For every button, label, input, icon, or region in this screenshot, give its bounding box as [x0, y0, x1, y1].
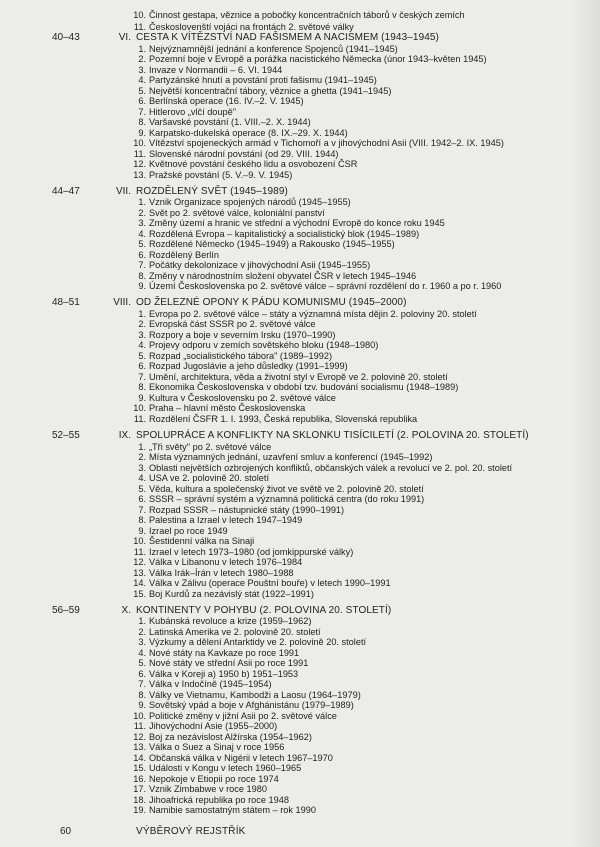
- list-item: [0, 452, 600, 463]
- list-item: [0, 159, 600, 170]
- list-item: [0, 149, 600, 160]
- item-text: Namibie samostatným státem – rok 1990: [149, 805, 316, 816]
- item-text: Svět po 2. světové válce, koloniální panství: [149, 207, 325, 218]
- item-number: 7.: [138, 504, 146, 515]
- item-text: Palestina a Izrael v letech 1947–1949: [149, 515, 303, 526]
- item-text: Boj za nezávislost Alžírska (1954–1962): [149, 731, 312, 742]
- item-text: Květnové povstání českého lidu a osvobození ČSR: [149, 159, 358, 169]
- item-text: Počátky dekolonizace v jihovýchodní Asii (1945–1955): [149, 260, 371, 271]
- item-text: Místa významných jednání, uzavření smluv a konferencí (1945–1992): [149, 452, 433, 463]
- list-item: [0, 700, 600, 711]
- chapter-title: ROZDĚLENÝ SVĚT (1945–1989): [136, 185, 288, 197]
- item-text: Události v Kongu v letech 1960–1965: [149, 763, 302, 774]
- chapter-number: VI.: [118, 32, 131, 43]
- item-number: 19.: [133, 805, 146, 816]
- item-text: USA ve 2. polovině 20. století: [149, 473, 270, 484]
- item-number: 7.: [138, 106, 146, 117]
- item-number: 2.: [138, 319, 146, 330]
- item-number: 2.: [138, 54, 146, 64]
- chapter-section: [0, 33, 600, 180]
- item-text: Rozdělený Berlín: [149, 249, 219, 260]
- list-item: [0, 627, 600, 638]
- item-text: Izrael po roce 1949: [149, 525, 228, 536]
- item-text: Invaze v Normandii – 6. VI. 1944: [149, 64, 283, 75]
- item-text: Změny území a hranic ve střední a východní Evropě do konce roku 1945: [149, 218, 445, 229]
- item-text: Výzkumy a dělení Antarktidy ve 2. polovině 20. století: [149, 637, 367, 648]
- list-item: [0, 484, 600, 495]
- list-item: [0, 557, 600, 568]
- item-number: 9.: [138, 127, 146, 138]
- chapter-section: [0, 606, 600, 816]
- item-text: Projevy odporu v zemích sovětského bloku (1948–1980): [149, 340, 379, 351]
- list-item: [0, 340, 600, 351]
- item-text: Války ve Vietnamu, Kambodži a Laosu (1964–1979): [149, 689, 361, 700]
- item-text: Válka v Indočíně (1945–1954): [149, 679, 272, 690]
- chapter-number: VIII.: [113, 297, 131, 309]
- item-number: 8.: [138, 270, 146, 281]
- item-number: 6.: [138, 494, 146, 505]
- item-text: Největší koncentrační tábory, věznice a ghetta (1941–1945): [149, 85, 392, 96]
- item-text: Území Československa po 2. světové válce – správní rozdělení do r. 1960 a po r. 1960: [149, 281, 502, 292]
- item-number: 15.: [133, 763, 146, 774]
- item-text: Varšavské povstání (1. VIII.–2. X. 1944): [149, 117, 311, 127]
- item-number: 6.: [138, 668, 146, 679]
- item-number: 8.: [138, 382, 146, 393]
- item-number: 13.: [133, 169, 146, 180]
- item-number: 3.: [138, 637, 146, 648]
- item-number: 4.: [138, 228, 146, 239]
- item-text: Boj Kurdů za nezávislý stát (1922–1991): [149, 588, 314, 599]
- item-number: 5.: [138, 239, 146, 250]
- item-number: 11.: [133, 413, 146, 424]
- item-text: Rozdělená Evropa – kapitalistický a socialistický blok (1945–1989): [149, 228, 420, 239]
- item-text: Válka v Koreji a) 1950 b) 1951–1953: [149, 668, 299, 679]
- list-item: [0, 679, 600, 690]
- list-item: [0, 54, 600, 65]
- item-number: 8.: [138, 515, 146, 526]
- chapter-section: [0, 431, 600, 599]
- item-text: Rozpad „socialistického tábora" (1989–1992): [149, 350, 333, 361]
- item-text: Vznik Organizace spojených národů (1945–1955): [149, 197, 351, 208]
- list-item: [0, 361, 600, 372]
- item-number: 7.: [138, 371, 146, 382]
- item-number: 5.: [138, 658, 146, 669]
- item-number: 12.: [133, 159, 146, 169]
- list-item: [0, 319, 600, 330]
- item-number: 14.: [133, 752, 146, 763]
- list-item: [0, 568, 600, 579]
- item-number: 3.: [138, 462, 146, 473]
- item-text: Válka o Suez a Sinaj v roce 1956: [149, 742, 285, 753]
- item-number: 8.: [138, 117, 146, 127]
- list-item: [0, 44, 600, 55]
- list-item: [0, 351, 600, 362]
- item-number: 4.: [138, 647, 146, 658]
- item-number: 5.: [138, 483, 146, 494]
- item-number: 2.: [138, 207, 146, 218]
- item-number: 3.: [138, 329, 146, 340]
- item-number: 11.: [133, 721, 146, 732]
- item-number: 6.: [138, 249, 146, 260]
- list-item: [0, 75, 600, 86]
- item-number: 13.: [133, 567, 146, 578]
- item-number: 4.: [138, 75, 146, 85]
- item-text: Činnost gestapa, věznice a pobočky koncentračních táborů v českých zemích: [149, 10, 465, 20]
- item-text: Umění, architektura, věda a životní styl v Evropě ve 2. polovině 20. století: [149, 371, 448, 382]
- chapter-pages: 40–43: [52, 32, 80, 43]
- chapter-title: SPOLUPRÁCE A KONFLIKTY NA SKLONKU TISÍCILETÍ (2. POLOVINA 20. STOLETÍ): [136, 430, 529, 442]
- chapter-number: VII.: [115, 185, 131, 197]
- list-item: [0, 578, 600, 589]
- list-item: [0, 208, 600, 219]
- item-number: 9.: [138, 281, 146, 292]
- item-text: Rozpad Jugoslávie a jeho důsledky (1991–1999): [149, 361, 348, 372]
- chapter-pages: 48–51: [52, 297, 80, 309]
- list-item: [0, 403, 600, 414]
- item-number: 5.: [138, 350, 146, 361]
- list-item: [0, 372, 600, 383]
- item-number: 2.: [138, 452, 146, 463]
- item-text: Slovenské národní povstání (od 29. VIII. 1944): [149, 148, 339, 159]
- list-item: [0, 65, 600, 76]
- list-item: [0, 526, 600, 537]
- list-item: [0, 669, 600, 680]
- item-number: 2.: [138, 626, 146, 637]
- item-number: 4.: [138, 340, 146, 351]
- item-number: 8.: [138, 689, 146, 700]
- list-item: [0, 414, 600, 425]
- chapter-number: IX.: [118, 430, 131, 442]
- table-of-contents: [0, 10, 600, 816]
- item-text: Rozdělení ČSFR 1. I. 1993, Česká republika, Slovenská republika: [149, 413, 418, 424]
- list-item: [0, 721, 600, 732]
- item-number: 3.: [138, 218, 146, 229]
- list-item: [0, 753, 600, 764]
- item-number: 5.: [138, 85, 146, 96]
- index-title: VÝBĚROVÝ REJSTŘÍK: [136, 826, 246, 837]
- item-number: 4.: [138, 473, 146, 484]
- item-text: Nepokoje v Etiopii po roce 1974: [149, 773, 279, 784]
- item-number: 10.: [133, 403, 146, 414]
- list-item: [0, 795, 600, 806]
- item-text: Vznik Zimbabwe v roce 1980: [149, 784, 267, 795]
- item-text: Berlínská operace (16. IV.–2. V. 1945): [149, 96, 304, 106]
- list-item: [0, 732, 600, 743]
- item-text: Praha – hlavní město Československa: [149, 403, 306, 414]
- list-item: [0, 382, 600, 393]
- item-text: Rozpory a boje v severním Irsku (1970–1990): [149, 329, 336, 340]
- list-item: [0, 536, 600, 547]
- item-number: 16.: [133, 773, 146, 784]
- chapter-title: KONTINENTY V POHYBU (2. POLOVINA 20. STOLETÍ): [136, 604, 392, 616]
- item-number: 17.: [133, 784, 146, 795]
- item-text: Kultura v Československu po 2. světové válce: [149, 392, 336, 403]
- item-text: SSSR – správní systém a významná politická centra (do roku 1991): [149, 494, 425, 505]
- item-number: 10.: [133, 138, 146, 148]
- item-number: 6.: [138, 96, 146, 106]
- list-item: [0, 763, 600, 774]
- item-number: 10.: [133, 536, 146, 547]
- list-item: [0, 648, 600, 659]
- list-item: [0, 138, 600, 149]
- list-item: [0, 86, 600, 97]
- list-item: [0, 107, 600, 118]
- list-item: [0, 774, 600, 785]
- item-number: 9.: [138, 525, 146, 536]
- item-number: 12.: [133, 557, 146, 568]
- item-text: Pražské povstání (5. V.–9. V. 1945): [149, 169, 293, 180]
- list-item: [0, 473, 600, 484]
- item-text: Válka v Libanonu v letech 1976–1984: [149, 557, 303, 568]
- list-item: [0, 330, 600, 341]
- list-item: [0, 239, 600, 250]
- index-page-number: 60: [60, 826, 72, 837]
- list-item: [0, 260, 600, 271]
- item-text: Izrael v letech 1973–1980 (od jomkippurské války): [149, 546, 354, 557]
- list-item: [0, 250, 600, 261]
- index-entry: [0, 826, 600, 838]
- item-number: 1.: [138, 43, 146, 54]
- item-text: Politické změny v jižní Asii po 2. světové válce: [149, 710, 337, 721]
- list-item: [0, 505, 600, 516]
- list-item: [0, 637, 600, 648]
- list-item: [0, 711, 600, 722]
- list-item: [0, 494, 600, 505]
- list-item: [0, 229, 600, 240]
- list-item: [0, 442, 600, 453]
- item-number: 10.: [133, 10, 146, 20]
- item-text: Válka v Zálivu (operace Pouštní bouře) v letech 1990–1991: [149, 578, 391, 589]
- item-text: Rozdělené Německo (1945–1949) a Rakousko (1945–1955): [149, 239, 395, 250]
- chapter-title: OD ŽELEZNÉ OPONY K PÁDU KOMUNISMU (1945–2000): [136, 297, 407, 309]
- item-text: Hitlerovo „vlčí doupě": [149, 106, 237, 117]
- item-text: Změny v národnostním složení obyvatel ČSR v letech 1945–1946: [149, 270, 417, 281]
- list-item: [0, 690, 600, 701]
- item-number: 13.: [133, 742, 146, 753]
- item-number: 18.: [133, 794, 146, 805]
- item-text: Jihoafrická republika po roce 1948: [149, 794, 289, 805]
- item-number: 6.: [138, 361, 146, 372]
- list-item: [0, 658, 600, 669]
- item-text: Nejvýznamnější jednání a konference Spojenců (1941–1945): [149, 43, 398, 54]
- list-item: [0, 784, 600, 795]
- item-text: Ekonomika Československa v období tzv. budování socialismu (1948–1989): [149, 382, 459, 393]
- item-text: Partyzánské hnutí a povstání proti fašismu (1941–1945): [149, 75, 377, 85]
- item-text: Vítězství spojeneckých armád v Tichomoří a v jihovýchodní Asii (VIII. 1942–2. IX. 1945): [149, 138, 504, 148]
- item-number: 1.: [138, 197, 146, 208]
- item-text: Jihovýchodní Asie (1955–2000): [149, 721, 278, 732]
- item-text: Věda, kultura a společenský život ve světě ve 2. polovině 20. století: [149, 483, 424, 494]
- item-number: 11.: [133, 21, 146, 32]
- list-item: [0, 117, 600, 128]
- list-item: [0, 10, 600, 22]
- item-number: 1.: [138, 308, 146, 319]
- item-number: 10.: [133, 710, 146, 721]
- item-number: 14.: [133, 578, 146, 589]
- item-number: 1.: [138, 616, 146, 627]
- list-item: [0, 128, 600, 139]
- list-item: [0, 463, 600, 474]
- item-number: 9.: [138, 392, 146, 403]
- item-number: 12.: [133, 731, 146, 742]
- item-number: 11.: [133, 148, 146, 159]
- list-item: [0, 589, 600, 600]
- item-text: Latinská Amerika ve 2. polovině 20. století: [149, 626, 321, 637]
- item-number: 15.: [133, 588, 146, 599]
- list-item: [0, 197, 600, 208]
- item-number: 7.: [138, 679, 146, 690]
- chapter-pages: 44–47: [52, 185, 80, 197]
- list-item: [0, 393, 600, 404]
- chapter-title: CESTA K VÍTĚZSTVÍ NAD FAŠISMEM A NACISMEM (1943–1945): [136, 32, 439, 43]
- item-text: Pozemní boje v Evropě a porážka nacistického Německa (únor 1943–květen 1945): [149, 54, 487, 64]
- item-number: 7.: [138, 260, 146, 271]
- list-item: [0, 281, 600, 292]
- item-number: 11.: [133, 546, 146, 557]
- item-text: Českoslovenští vojáci na frontách 2. světové války: [149, 21, 354, 32]
- item-text: Nové státy ve střední Asii po roce 1991: [149, 658, 309, 669]
- list-item: [0, 616, 600, 627]
- item-number: 1.: [138, 441, 146, 452]
- chapter-section: [0, 298, 600, 424]
- item-text: Rozpad SSSR – nástupnické státy (1990–1991): [149, 504, 345, 515]
- item-number: 3.: [138, 64, 146, 75]
- chapter-number: X.: [121, 604, 131, 616]
- item-text: Šestidenní válka na Sinaji: [149, 536, 255, 547]
- continued-items: [0, 10, 600, 33]
- item-text: Evropská část SSSR po 2. světové válce: [149, 319, 316, 330]
- item-text: Kubánská revoluce a krize (1959–1962): [149, 616, 312, 627]
- item-number: 9.: [138, 700, 146, 711]
- item-text: Nové státy na Kavkaze po roce 1991: [149, 647, 300, 658]
- item-text: Evropa po 2. světové válce – státy a významná místa dějin 2. poloviny 20. století: [149, 308, 477, 319]
- item-text: „Tři světy" po 2. světové válce: [149, 441, 272, 452]
- chapter-section: [0, 187, 600, 292]
- list-item: [0, 170, 600, 181]
- list-item: [0, 805, 600, 816]
- list-item: [0, 515, 600, 526]
- chapter-pages: 52–55: [52, 430, 80, 442]
- item-text: Karpatsko-dukelská operace (8. IX.–29. X. 1944): [149, 127, 348, 138]
- list-item: [0, 96, 600, 107]
- list-item: [0, 309, 600, 320]
- chapter-pages: 56–59: [52, 604, 80, 616]
- item-text: Občanská válka v Nigérii v letech 1967–1970: [149, 752, 333, 763]
- list-item: [0, 742, 600, 753]
- list-item: [0, 271, 600, 282]
- item-text: Sovětský vpád a boje v Afghánistánu (1979–1989): [149, 700, 354, 711]
- item-text: Válka Irák–Írán v letech 1980–1988: [149, 567, 294, 578]
- list-item: [0, 218, 600, 229]
- item-text: Oblasti největších ozbrojených konfliktů, občanských válek a revolucí ve 2. pol. 20. století: [149, 462, 513, 473]
- list-item: [0, 547, 600, 558]
